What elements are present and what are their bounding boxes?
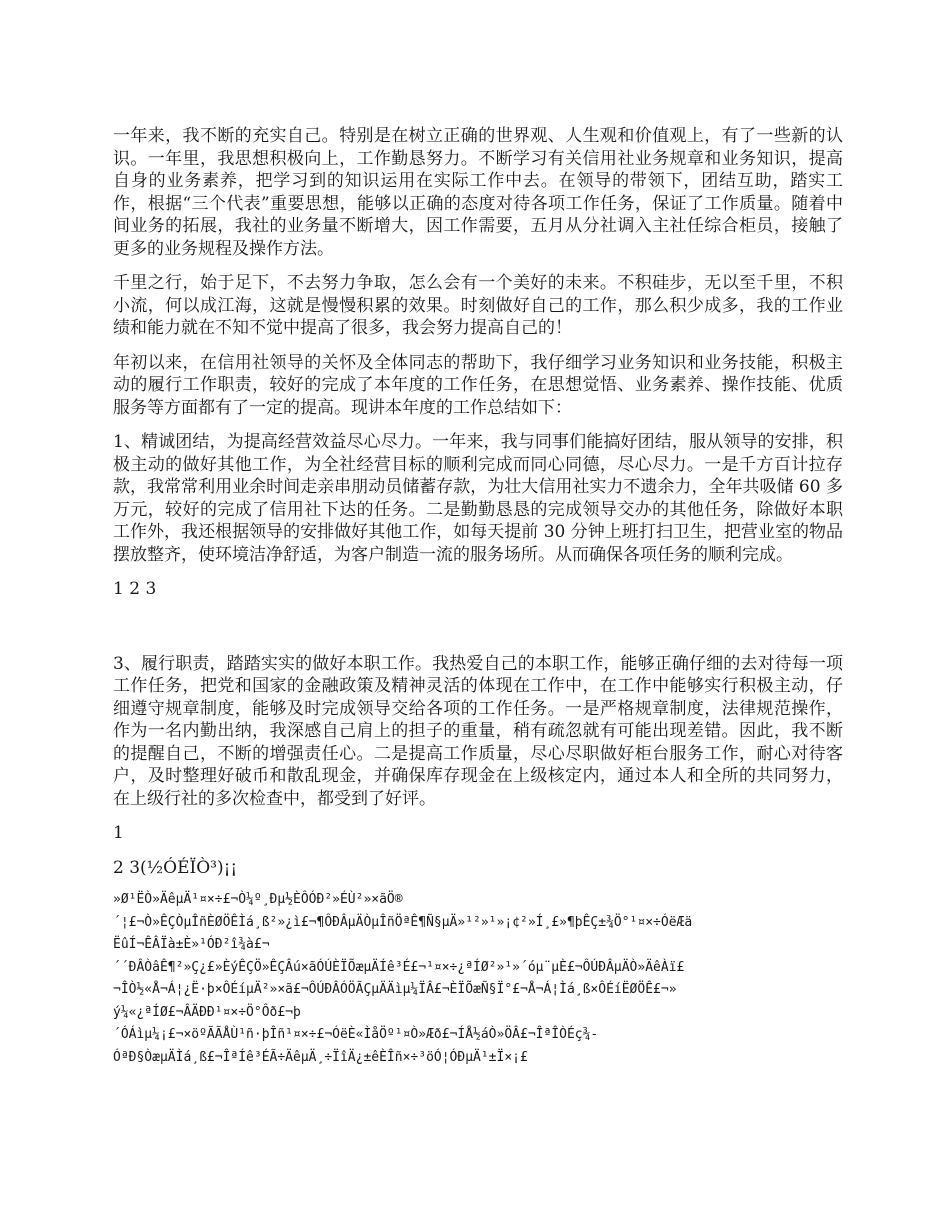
garbled-line: ¬ÎÒ½«Å¬Á¦¿Ë·þ×ÔÉíµÄ²»×ã£¬ÔÚÐÂÓÖÃÇµÄÄìµ¼ÏÂ£¬ÈÏÕæÑ§Ï°£¬Å¬Á¦Ìá¸ß×ÔÉíËØÖÊ£¬» — [113, 982, 677, 997]
garbled-line: ËûÍ¬ÊÂÏà±È»¹ÓÐ²î¾à£¬ — [113, 937, 270, 952]
page-marker-3: 2 3(½ÓÉÏÒ³)¡¡ — [113, 857, 238, 878]
document-page — [113, 125, 843, 1069]
garbled-line: ý¼«¿ªÍØ£¬ÂÄÐÐ¹¤×÷Ö°Ôð£¬þ — [113, 1004, 301, 1020]
paragraph-5: 3、履行职责，踏踏实实的做好本职工作。我热爱自己的本职工作，能够正确仔细的去对待每一项工作任务，把党和国家的金融政策及精神灵活的体现在工作中，在工作中能够实行积极主动，仔细遵守规章制度，能够及时完成领导交给各项的工作任务。一是严格规章制度，法律规范操作，作为一名内勤出纳，我深感自己肩上的担子的重量，稍有疏忽就有可能出现差错。因此，我不断的提醒自己，不断的增强责任心。二是提高工作质量，尽心尽职做好柜台服务工作，耐心对待客户，及时整理好破币和散乱现金，并确保库存现金在上级核定内，通过本人和全所的共同努力，在上级行社的多次检查中，都受到了好评。 — [113, 653, 843, 809]
page-marker-1: 1 2 3 — [113, 579, 157, 599]
garbled-line: ´ÓÁìµ¼¡£¬×öºÃÃÅÙ¹ñ·þÎñ¹¤×÷£¬ÓëÈ«ÌåÖº¹¤Ò»Æð£¬ÍÅ½áÒ»ÖÂ£¬ÎªÎÒÉç¾- — [113, 1027, 599, 1042]
garbled-line: ÓªÐ§ÒæµÄÌá¸ß£¬ÎªÍê³ÉÃ÷ÄêµÄ¸÷ÏîÄ¿±êÈÎñ×÷³öÓ¦ÓÐµÄ¹±Ï×¡£ — [113, 1049, 528, 1065]
garbled-line: »Ø¹ËÒ»ÄêµÄ¹¤×÷£¬Ò¼º¸Ðµ½ÈÔÓÐ²»ÉÙ²»×ãÖ® — [113, 892, 403, 907]
garbled-line: ´¦£¬Ò»ÊÇÒµÎñÈØÖÊÌá¸ß²»¿ì£¬¶ÔÐÂµÄÒµÎñÖªÊ¶Ñ§µÄ»¹²»¹»¡¢²»Í¸£»¶þÊÇ±¾Ö°¹¤×÷ÓëÆä — [113, 914, 693, 930]
paragraph-1: 一年来，我不断的充实自己。特别是在树立正确的世界观、人生观和价值观上，有了一些新的认识。一年里，我思想积极向上，工作勤恳努力。不断学习有关信用社业务规章和业务知识，提高自身的业务素养，把学习到的知识运用在实际工作中去。在领导的带领下，团结互助，踏实工作，根据“三个代表”重要思想，能够以正确的态度对待各项工作任务，保证了工作质量。随着中间业务的拓展，我社的业务量不断增大，因工作需要，五月从分社调入主社任综合柜员，接触了更多的业务规程及操作方法。 — [113, 126, 843, 259]
garbled-text-block — [113, 889, 843, 1069]
garbled-line: ´´ÐÂÒâÊ¶²»Ç¿£»ÈýÊÇÖ»ÊÇÂú×ãÓÚÈÏÕæµÄÍê³É£¬¹¤×÷¿ªÍØ²»¹»´óµ¨µÈ£¬ÔÚÐÂµÄÒ»ÄêÀï£ — [113, 959, 685, 975]
paragraph-3: 年初以来，在信用社领导的关怀及全体同志的帮助下，我仔细学习业务知识和业务技能，积极主动的履行工作职责，较好的完成了本年度的工作任务，在思想觉悟、业务素养、操作技能、优质服务等方面都有了一定的提高。现讲本年度的工作总结如下： — [113, 352, 843, 418]
paragraph-2: 千里之行，始于足下，不去努力争取，怎么会有一个美好的未来。不积硅步，无以至千里，不积小流，何以成江海，这就是慢慢积累的效果。时刻做好自己的工作，那么积少成多，我的工作业绩和能力就在不知不觉中提高了很多，我会努力提高自己的！ — [113, 273, 843, 338]
page-marker-2: 1 — [113, 823, 124, 843]
paragraph-4: 1、精诚团结，为提高经营效益尽心尽力。一年来，我与同事们能搞好团结，服从领导的安排，积极主动的做好其他工作，为全社经营目标的顺利完成而同心同德，尽心尽力。一是千方百计拉存款，我常常利用业余时间走亲串朋动员储蓄存款，为壮大信用社实力不遗余力，全年共吸储 60 多万元，较好的完成了信用社下达的任务。二是勤勤恳恳的完成领导交办的其他任务，除做好本职工作外，我还根据领导的安排做好其他工作，如每天提前 30 分钟上班打扫卫生，把营业室的物品摆放整齐，使环境洁净舒适，为客户制造一流的服务场所。从而确保各项任务的顺利完成。 — [113, 432, 843, 565]
page-gap — [113, 601, 843, 653]
